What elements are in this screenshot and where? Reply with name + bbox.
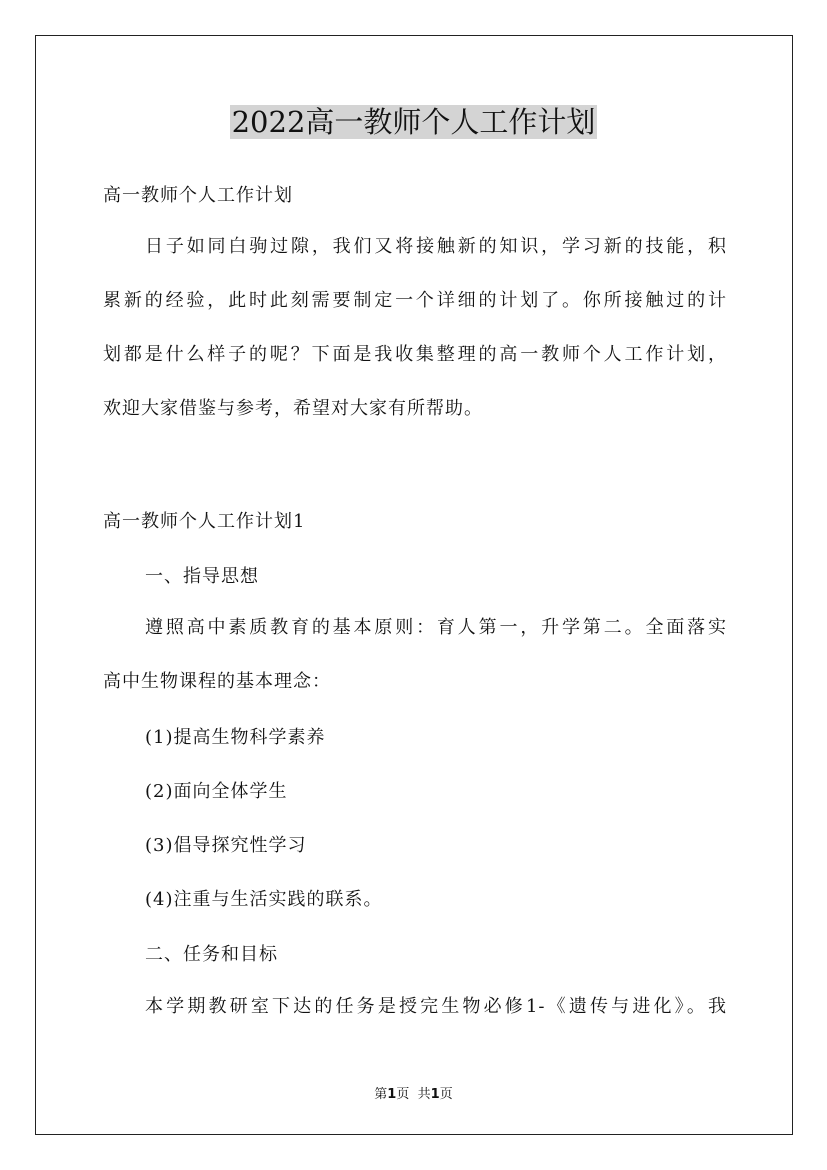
intro-line: 累新的经验，此时此刻需要制定一个详细的计划了。你所接触过的计: [103, 290, 727, 311]
list-item: (4)注重与生活实践的联系。: [145, 889, 383, 910]
footer-total-prefix: 共: [417, 1087, 431, 1102]
page-footer: [0, 1083, 827, 1102]
part1-line: 高中生物课程的基本理念：: [103, 671, 331, 692]
intro-paragraph: [103, 220, 727, 436]
subtitle: 高一教师个人工作计划: [103, 185, 293, 206]
intro-line: 欢迎大家借鉴与参考，希望对大家有所帮助。: [103, 398, 483, 419]
document-title: [0, 100, 827, 144]
part2-heading: 二、任务和目标: [145, 944, 278, 965]
intro-line: 划都是什么样子的呢？下面是我收集整理的高一教师个人工作计划，: [103, 344, 727, 365]
part1-heading: 一、指导思想: [145, 566, 259, 587]
footer-total-suffix: 页: [439, 1087, 453, 1102]
part1-line: 遵照高中素质教育的基本原则：育人第一，升学第二。全面落实: [145, 617, 727, 638]
footer-page-prefix: 第: [374, 1087, 388, 1102]
part1-paragraph: [103, 601, 727, 709]
part2-paragraph: [103, 980, 727, 1034]
footer-total-pages: 1: [430, 1087, 440, 1102]
intro-line: 日子如同白驹过隙，我们又将接触新的知识，学习新的技能，积: [145, 236, 727, 257]
list-item: (2)面向全体学生: [145, 781, 288, 802]
section-heading: 高一教师个人工作计划1: [103, 511, 306, 532]
footer-page-suffix: 页: [396, 1087, 410, 1102]
footer-page-number: 1: [387, 1087, 397, 1102]
list-item: (3)倡导探究性学习: [145, 835, 307, 856]
part2-line: 本学期教研室下达的任务是授完生物必修1-《遗传与进化》。我: [145, 996, 727, 1017]
list-item: (1)提高生物科学素养: [145, 727, 326, 748]
title-text: 2022高一教师个人工作计划: [231, 105, 596, 139]
